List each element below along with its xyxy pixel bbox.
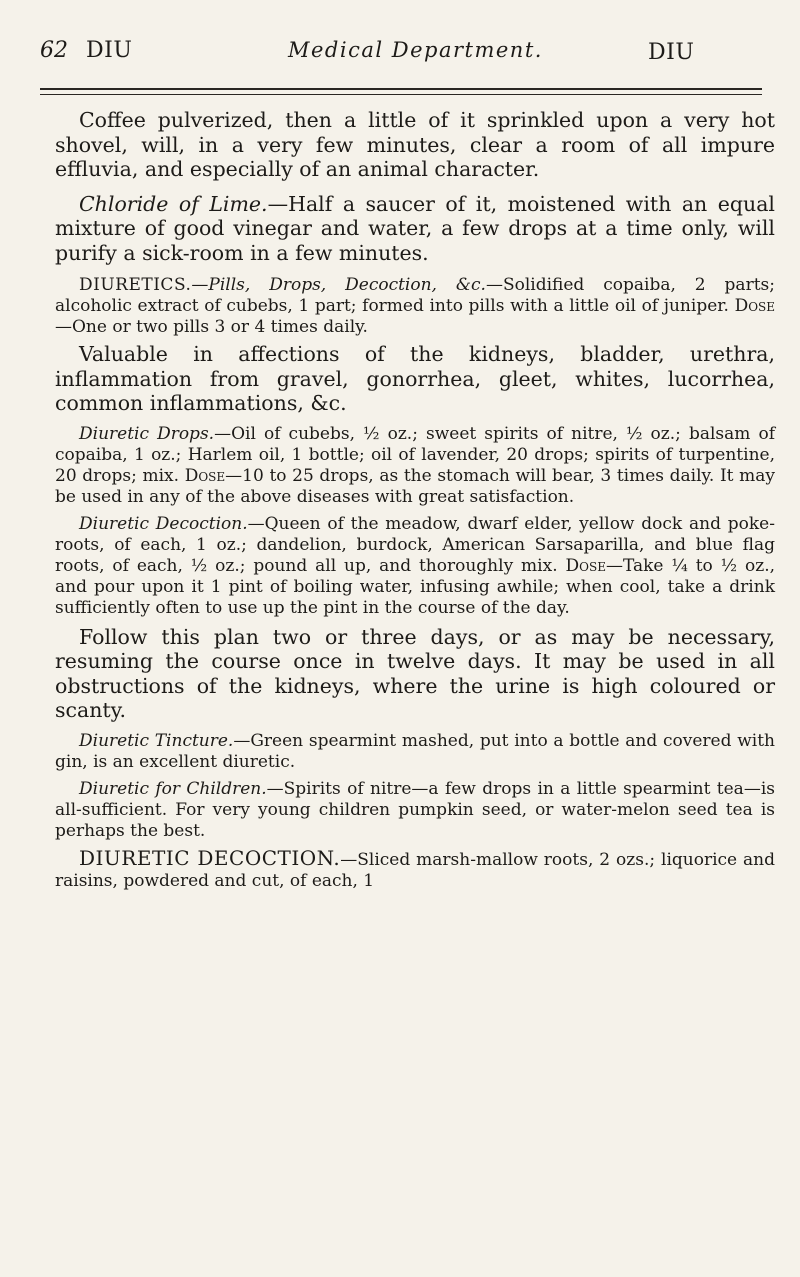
paragraph-text: —Oil of cubebs, ½ oz.; sweet spirits of nitre, ½ oz.; balsam of copaiba, 1 oz.; Harlem oil, 1 bottle; oil of lavender, 20 drops; spirits of turpentine, 20 drops; mix. xyxy=(55,423,775,486)
header-rule xyxy=(40,88,762,90)
entry-heading: Diuretic Tincture. xyxy=(79,730,234,751)
paragraph-text: —Green spearmint mashed, put into a bottle and covered with gin, is an excellent diuretic. xyxy=(55,730,775,772)
entry-heading: Diuretic Decoction. xyxy=(79,513,248,534)
paragraph-follow-plan xyxy=(55,625,775,723)
dose-label: Dose xyxy=(184,465,226,486)
page-body xyxy=(55,108,775,898)
entry-heading: Diuretic for Children. xyxy=(79,778,267,799)
dose-label: Dose xyxy=(565,555,606,576)
paragraph-diuretic-drops xyxy=(55,424,775,508)
header-rule-thin xyxy=(40,94,762,95)
paragraph-text: —Spirits of nitre—a few drops in a little spearmint tea—is all-sufficient. For very young children pumpkin seed, or water-melon seed tea is perhaps the best. xyxy=(55,778,775,841)
entry-heading: DIURETIC DECOCTION. xyxy=(79,845,341,870)
dose-label: Dose xyxy=(734,296,776,316)
paragraph-text: —Solidified copaiba, 2 parts; alcoholic extract of cubebs, 1 part; formed into pills with a little oil of juniper. xyxy=(55,275,775,316)
page-number: 62 xyxy=(40,38,68,63)
paragraph-diuretic-tincture xyxy=(55,731,775,773)
entry-subheading: —Pills, Drops, Decoction, &c. xyxy=(191,275,486,295)
paragraph-text: Coffee pulverized, then a little of it sprinkled upon a very hot shovel, will, in a very few minutes, clear a room of all impure effluvia, and especially of an animal character. xyxy=(55,108,775,181)
dose-text: —Take ¼ to ½ oz., and pour upon it 1 pint of boiling water, infusing awhile; when cool, take a drink sufficiently often to use up the pint in the course of the day. xyxy=(55,555,776,618)
page-header xyxy=(40,36,760,76)
paragraph-diuretic-decoction-2 xyxy=(55,845,775,892)
running-title: Medical Department. xyxy=(288,38,543,62)
paragraph-text: Follow this plan two or three days, or as may be necessary, resuming the course once in twelve days. It may be used in all obstructions of the kidneys, where the urine is high coloured or scanty. xyxy=(55,624,775,722)
paragraph-text: Valuable in affections of the kidneys, bladder, urethra, inflammation from gravel, gonorrhea, gleet, whites, lucorrhea, common inflammations, &c. xyxy=(55,342,775,415)
entry-heading: Diuretic Drops. xyxy=(79,423,215,444)
paragraph-text: —Queen of the meadow, dwarf elder, yellow dock and poke-roots, of each, 1 oz.; dandelion, burdock, American Sarsaparilla, and blue flag roots, of each, ½ oz.; pound all up, and thoroughly mix. xyxy=(55,513,775,576)
paragraph-text: —Sliced marsh-mallow roots, 2 ozs.; liquorice and raisins, powdered and cut, of each, 1 xyxy=(55,849,775,891)
paragraph-text: —Half a saucer of it, moistened with an equal mixture of good vinegar and water, a few drops at a time only, will purify a sick-room in a few minutes. xyxy=(55,191,775,265)
entry-heading: Chloride of Lime. xyxy=(79,191,268,216)
paragraph-coffee xyxy=(55,108,775,182)
header-guide-word-right: DIU xyxy=(648,40,695,65)
dose-text: —10 to 25 drops, as the stomach will bear, 3 times daily. It may be used in any of the above diseases with great satisfaction. xyxy=(55,465,775,507)
paragraph-valuable xyxy=(55,342,775,416)
dose-text: —One or two pills 3 or 4 times daily. xyxy=(55,317,368,337)
paragraph-diuretic-decoction xyxy=(55,514,775,619)
entry-heading: DIURETICS. xyxy=(79,275,192,295)
paragraph-diuretic-for-children xyxy=(55,779,775,842)
paragraph-chloride-of-lime xyxy=(55,192,775,266)
header-guide-word-left: DIU xyxy=(86,38,133,63)
paragraph-diuretics xyxy=(55,275,775,338)
